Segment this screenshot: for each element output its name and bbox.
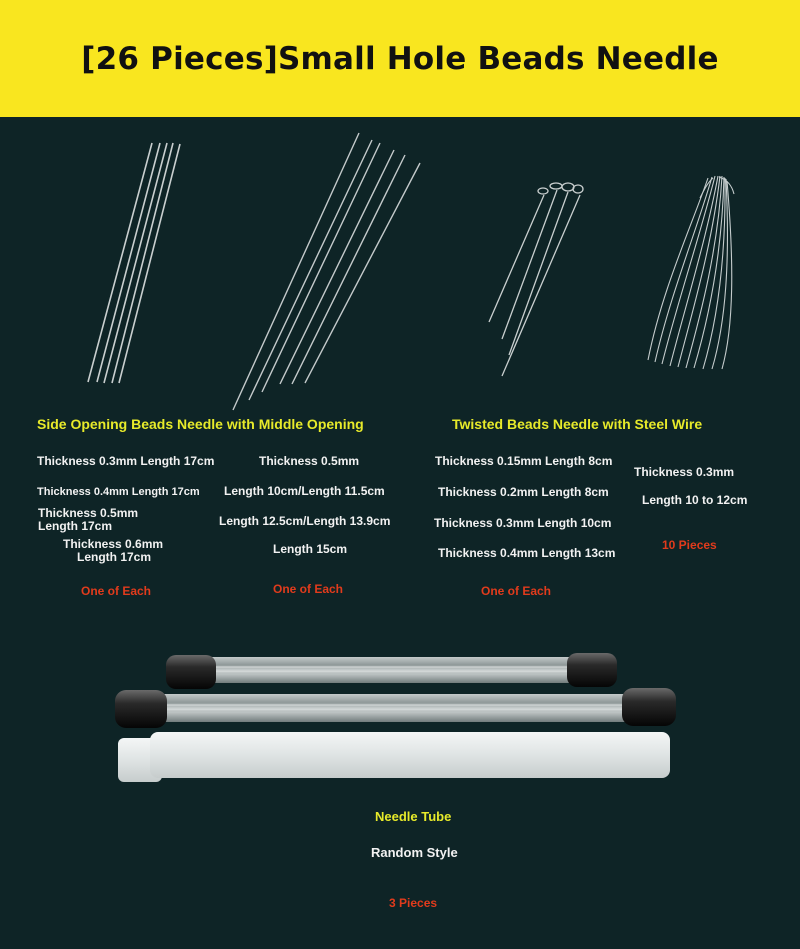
side-right-quantity: One of Each bbox=[273, 582, 344, 596]
title-banner bbox=[0, 0, 800, 117]
side-right-spec-1: Thickness 0.5mm bbox=[259, 454, 360, 468]
needle-tube-3 bbox=[118, 732, 670, 782]
side-left-spec-5: Thickness 0.6mm bbox=[63, 537, 164, 551]
side-left-spec-1: Thickness 0.3mm Length 17cm bbox=[37, 454, 215, 468]
side-opening-needles-long bbox=[233, 133, 420, 410]
page-title: [26 Pieces]Small Hole Beads Needle bbox=[81, 40, 719, 77]
steel-wire-needles bbox=[648, 176, 734, 369]
twisted-right-quantity: 10 Pieces bbox=[662, 538, 717, 552]
twisted-right-spec-2: Length 10 to 12cm bbox=[642, 493, 748, 507]
needle-tube-1 bbox=[166, 653, 617, 689]
side-opening-heading: Side Opening Beads Needle with Middle Opening bbox=[37, 416, 364, 432]
needle-tube-quantity: 3 Pieces bbox=[389, 896, 438, 910]
side-right-spec-3: Length 12.5cm/Length 13.9cm bbox=[219, 514, 391, 528]
side-left-spec-6: Length 17cm bbox=[77, 550, 152, 564]
side-right-spec-2: Length 10cm/Length 11.5cm bbox=[224, 484, 385, 498]
needle-tube-style: Random Style bbox=[371, 845, 458, 860]
twisted-heading: Twisted Beads Needle with Steel Wire bbox=[452, 416, 703, 432]
side-right-spec-4: Length 15cm bbox=[273, 542, 348, 556]
twisted-left-spec-1: Thickness 0.15mm Length 8cm bbox=[435, 454, 613, 468]
twisted-left-spec-3: Thickness 0.3mm Length 10cm bbox=[434, 516, 612, 530]
side-opening-needles-short bbox=[88, 143, 180, 383]
twisted-left-spec-2: Thickness 0.2mm Length 8cm bbox=[438, 485, 609, 499]
twisted-left-spec-4: Thickness 0.4mm Length 13cm bbox=[438, 546, 616, 560]
side-left-spec-3: Thickness 0.5mm bbox=[38, 506, 139, 520]
needle-tube-2 bbox=[115, 688, 676, 728]
twisted-needles bbox=[489, 183, 583, 376]
twisted-right-spec-1: Thickness 0.3mm bbox=[634, 465, 735, 479]
needle-tube-heading: Needle Tube bbox=[375, 809, 452, 824]
side-left-quantity: One of Each bbox=[81, 584, 152, 598]
product-illustration bbox=[0, 117, 800, 949]
side-left-spec-2: Thickness 0.4mm Length 17cm bbox=[37, 486, 200, 498]
twisted-left-quantity: One of Each bbox=[481, 584, 552, 598]
side-left-spec-4: Length 17cm bbox=[38, 519, 113, 533]
